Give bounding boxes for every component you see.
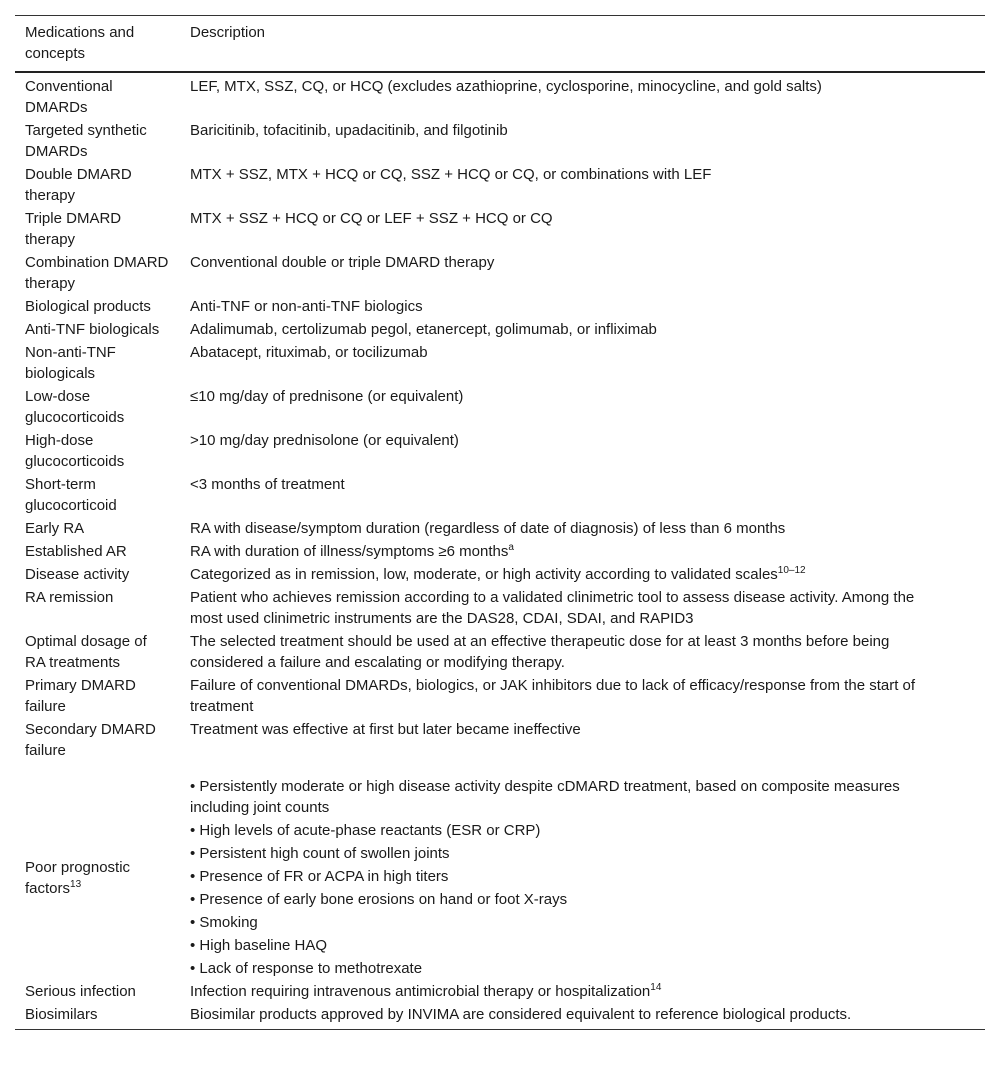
list-item: • Persistent high count of swollen joints bbox=[190, 845, 450, 862]
table-row-poor-prognostic-factors bbox=[15, 762, 985, 980]
table-row bbox=[15, 517, 985, 540]
description-text: Categorized as in remission, low, moderate, or high activity according to validated scales bbox=[190, 566, 778, 583]
row-term: Secondary DMARD failure bbox=[25, 721, 156, 759]
table-row bbox=[15, 540, 985, 563]
table-row bbox=[15, 163, 985, 207]
row-term: Short-term glucocorticoid bbox=[25, 476, 117, 514]
footnote-marker: a bbox=[508, 542, 514, 553]
row-description bbox=[180, 563, 985, 586]
row-description bbox=[180, 980, 985, 1003]
row-description: <3 months of treatment bbox=[190, 476, 345, 493]
table-row bbox=[15, 385, 985, 429]
description-text: Infection requiring intravenous antimicrobial therapy or hospitalization bbox=[190, 983, 651, 1000]
table-row bbox=[15, 980, 985, 1003]
list-item: • High levels of acute-phase reactants (ESR or CRP) bbox=[190, 822, 541, 839]
table-row bbox=[15, 72, 985, 119]
table-header bbox=[15, 16, 985, 73]
reference-marker: 13 bbox=[70, 878, 82, 890]
list-item: • Lack of response to methotrexate bbox=[190, 960, 423, 977]
row-description: >10 mg/day prednisolone (or equivalent) bbox=[190, 432, 459, 449]
row-description: Conventional double or triple DMARD therapy bbox=[190, 254, 495, 271]
table-row bbox=[15, 251, 985, 295]
row-description: Baricitinib, tofacitinib, upadacitinib, and filgotinib bbox=[190, 122, 508, 139]
table-row bbox=[15, 630, 985, 674]
table-row bbox=[15, 318, 985, 341]
row-description: Treatment was effective at first but later became ineffective bbox=[190, 721, 581, 738]
row-description: MTX + SSZ, MTX + HCQ or CQ, SSZ + HCQ or CQ, or combinations with LEF bbox=[190, 166, 712, 183]
row-term: Low-dose glucocorticoids bbox=[25, 388, 125, 426]
row-term: Primary DMARD failure bbox=[25, 677, 136, 715]
table-row bbox=[15, 295, 985, 318]
row-description: ≤10 mg/day of prednisone (or equivalent) bbox=[190, 388, 464, 405]
row-term: Combination DMARD therapy bbox=[25, 254, 169, 292]
row-description bbox=[180, 540, 985, 563]
row-term: RA remission bbox=[25, 589, 114, 606]
table-row bbox=[15, 429, 985, 473]
row-description: The selected treatment should be used at an effective therapeutic dose for at least 3 months before being considered a failure and escalating or modifying therapy. bbox=[190, 633, 890, 671]
definitions-table bbox=[15, 15, 985, 1030]
row-term: Biosimilars bbox=[25, 1006, 98, 1023]
row-description: Anti-TNF or non-anti-TNF biologics bbox=[190, 298, 423, 315]
table-row bbox=[15, 563, 985, 586]
table-row bbox=[15, 718, 985, 762]
row-term: Anti-TNF biologicals bbox=[25, 321, 160, 338]
row-description: RA with disease/symptom duration (regardless of date of diagnosis) of less than 6 months bbox=[190, 520, 786, 537]
table-row bbox=[15, 1003, 985, 1030]
table-row bbox=[15, 119, 985, 163]
row-term: Double DMARD therapy bbox=[25, 166, 132, 204]
row-term: Biological products bbox=[25, 298, 151, 315]
table-row bbox=[15, 473, 985, 517]
prognostic-factor-list bbox=[180, 762, 985, 980]
row-description: Abatacept, rituximab, or tocilizumab bbox=[190, 344, 428, 361]
header-medications-and-concepts: Medications and concepts bbox=[15, 16, 180, 73]
row-term: Conventional DMARDs bbox=[25, 78, 113, 116]
table-row bbox=[15, 674, 985, 718]
row-term: Established AR bbox=[25, 543, 127, 560]
row-description: Failure of conventional DMARDs, biologics, or JAK inhibitors due to lack of efficacy/response from the start of treatment bbox=[190, 677, 916, 715]
row-term: Triple DMARD therapy bbox=[25, 210, 122, 248]
row-description: LEF, MTX, SSZ, CQ, or HCQ (excludes azathioprine, cyclosporine, minocycline, and gold salts) bbox=[190, 78, 822, 95]
list-item: • High baseline HAQ bbox=[190, 937, 327, 954]
row-term: Optimal dosage of RA treatments bbox=[25, 633, 147, 671]
list-item: • Smoking bbox=[190, 914, 258, 931]
list-item: • Presence of FR or ACPA in high titers bbox=[190, 868, 449, 885]
header-description: Description bbox=[180, 16, 985, 73]
table-row bbox=[15, 341, 985, 385]
list-item: • Presence of early bone erosions on hand or foot X-rays bbox=[190, 891, 568, 908]
table-row bbox=[15, 207, 985, 251]
row-term: Non-anti-TNF biologicals bbox=[25, 344, 116, 382]
reference-marker: 14 bbox=[650, 982, 662, 993]
description-text: RA with duration of illness/symptoms ≥6 months bbox=[190, 543, 509, 560]
row-term: Early RA bbox=[25, 520, 85, 537]
row-term: High-dose glucocorticoids bbox=[25, 432, 125, 470]
definitions-table-container bbox=[15, 15, 985, 1030]
row-description: MTX + SSZ + HCQ or CQ or LEF + SSZ + HCQ or CQ bbox=[190, 210, 553, 227]
term-text: Poor prognostic factors bbox=[25, 858, 131, 897]
list-item: • Persistently moderate or high disease activity despite cDMARD treatment, based on composite measures including joint counts bbox=[190, 778, 900, 816]
row-term: Targeted synthetic DMARDs bbox=[25, 122, 147, 160]
header-row bbox=[15, 16, 985, 73]
row-term bbox=[15, 762, 180, 980]
reference-marker: 10–12 bbox=[777, 565, 806, 576]
table-row bbox=[15, 586, 985, 630]
row-term: Serious infection bbox=[25, 983, 136, 1000]
row-description: Adalimumab, certolizumab pegol, etanercept, golimumab, or infliximab bbox=[190, 321, 657, 338]
row-description: Biosimilar products approved by INVIMA are considered equivalent to reference biological products. bbox=[190, 1006, 852, 1023]
table-body bbox=[15, 72, 985, 1030]
row-description: Patient who achieves remission according to a validated clinimetric tool to assess disease activity. Among the most used clinimetric instruments are the DAS28, CDAI, SDAI, and RAPID3 bbox=[190, 589, 915, 627]
row-term: Disease activity bbox=[25, 566, 130, 583]
